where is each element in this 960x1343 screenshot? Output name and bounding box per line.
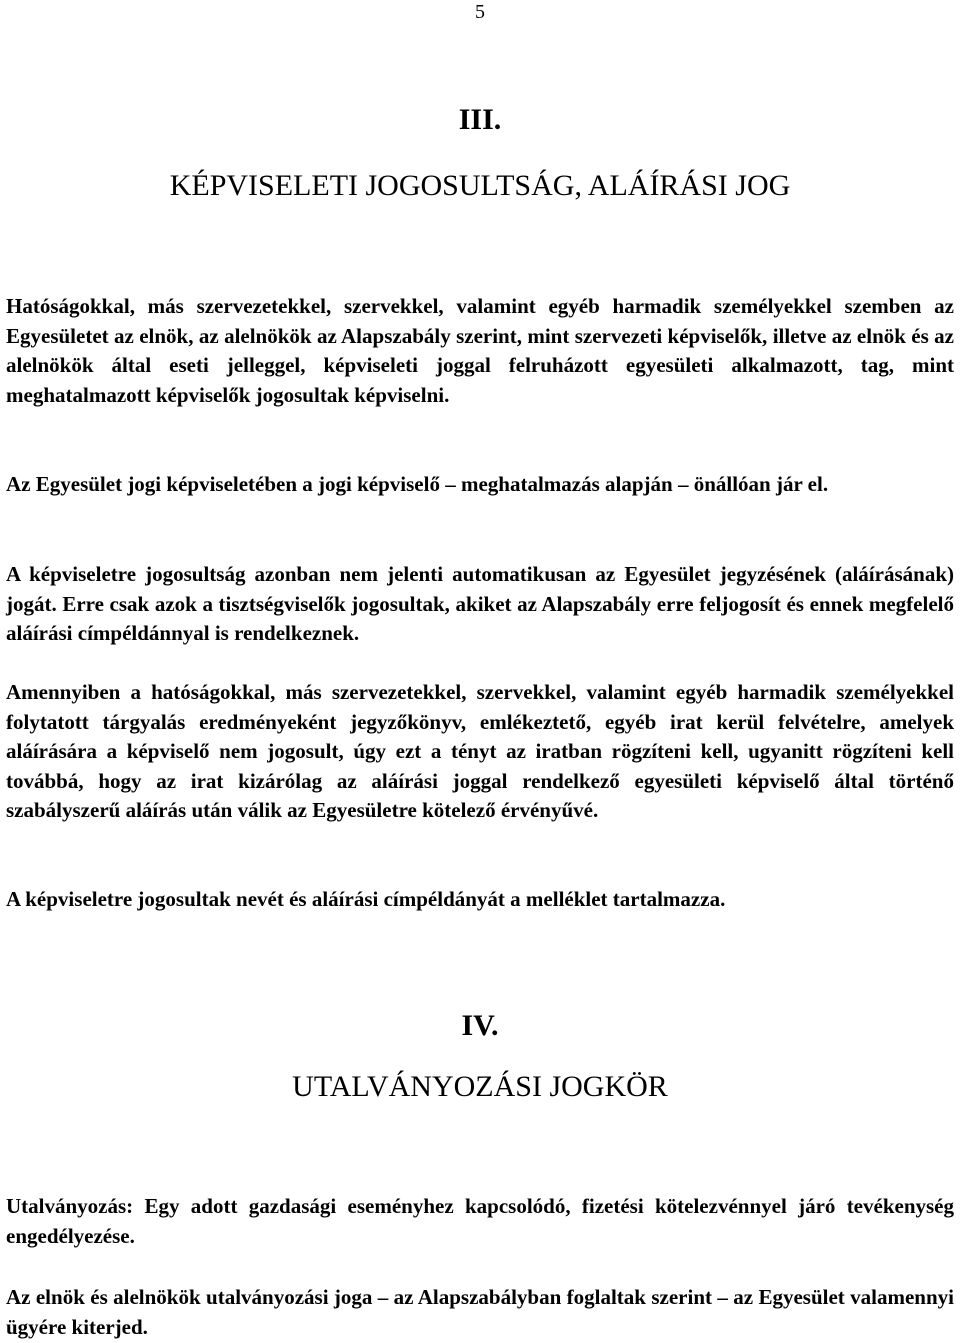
paragraph-legal-representative: Az Egyesület jogi képviseletében a jogi képviselő – meghatalmazás alapján – önállóan jár el. — [6, 472, 829, 496]
paragraph-authorization-scope: Az elnök és alelnökök utalványozási joga – az Alapszabályban foglaltak szerint – az Egyesület valamennyi ügyére kiterjed. — [6, 1285, 954, 1339]
page-number: 5 — [475, 1, 485, 23]
paragraph-representation: Hatóságokkal, más szervezetekkel, szervekkel, valamint egyéb harmadik személyekkel szemben az Egyesületet az elnök, az alelnökök az Alapszabály szerint, mint szervezeti képviselők, illetve az elnök és az alelnökök által eseti jelleggel, képviseleti joggal felruházott egyesületi alkalmazott, tag, mint meghatalmazott képviselők jogosultak képviselni. — [6, 294, 954, 407]
paragraph-annex: A képviseletre jogosultak nevét és aláírási címpéldányát a melléklet tartalmazza. — [6, 887, 726, 911]
section-3-number: III. — [458, 103, 502, 136]
paragraph-signature-right: A képviseletre jogosultság azonban nem jelenti automatikusan az Egyesület jegyzésének (aláírásának) jogát. Erre csak azok a tisztségviselők jogosultak, akiket az Alapszabály erre feljogosít és ennek megfelelő aláírási címpéldánnyal is rendelkeznek. — [6, 562, 954, 646]
section-3-title: KÉPVISELETI JOGOSULTSÁG, ALÁÍRÁSI JOG — [169, 169, 791, 202]
paragraph-authorization-definition: Utalványozás: Egy adott gazdasági eseményhez kapcsolódó, fizetési kötelezvénnyel járó tevékenység engedélyezése. — [6, 1194, 954, 1248]
section-4-title: UTALVÁNYOZÁSI JOGKÖR — [292, 1070, 668, 1103]
section-4-number: IV. — [461, 1009, 499, 1042]
paragraph-minutes-signing: Amennyiben a hatóságokkal, más szervezetekkel, szervekkel, valamint egyéb harmadik személyekkel folytatott tárgyalás eredményeként jegyzőkönyv, emlékeztető, egyéb irat kerül felvételre, amelyek aláírására a képviselő nem jogosult, úgy ezt a tényt az iratban rögzíteni kell, ugyanitt rögzíteni kell továbbá, hogy az irat kizárólag az aláírási joggal rendelkező egyesületi képviselő által történő szabályszerű aláírás után válik az Egyesületre kötelező érvényűvé. — [6, 680, 954, 823]
